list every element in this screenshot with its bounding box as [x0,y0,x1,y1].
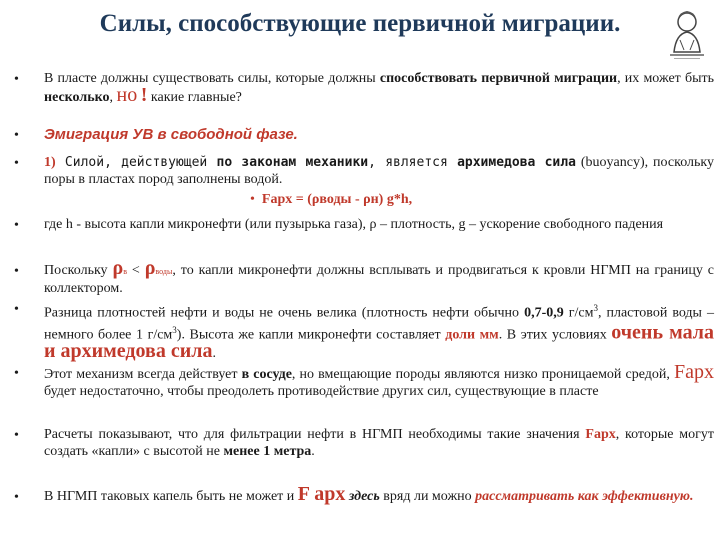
university-logo [660,4,714,60]
bullet-marker: • [250,192,255,207]
bullet-marker: • [14,490,19,505]
bullet-marker: • [14,72,19,87]
bullet-9-text: В НГМП таковых капель быть не может и F арх здесь вряд ли можно рассматривать как эффективную. [44,483,694,505]
bullet-marker: • [14,366,19,381]
bullet-marker: • [14,128,19,143]
bullet-1-text: В пласте должны существовать силы, которые должны способствовать первичной миграции, их может быть несколько, но ! какие главные? [44,71,714,106]
bullet-3-text: 1) Силой, действующей по законам механики, является архимедова сила (buoyancy), поскольку поры в пластах пород заполнены водой. [44,155,714,187]
bullet-marker: • [14,218,19,233]
archimedes-formula: • Fарх = (ρводы - ρн) g*h, [250,192,413,207]
bullet-marker: • [14,302,19,317]
bullet-2-text: Эмиграция УВ в свободной фазе. [44,126,298,143]
bullet-8-text: Расчеты показывают, что для фильтрации нефти в НГМП необходимы такие значения Fарх, которые могут создать «капли» с высотой не менее 1 метра. [44,427,714,459]
bullet-marker: • [14,156,19,171]
page-title: Силы, способствующие первичной миграции. [99,10,621,37]
bullet-5-text: Поскольку ρв < ρводы, то капли микронефти должны всплывать и продвигаться к кровли НГМП на границу с коллектором. [44,257,714,296]
bullet-marker: • [14,264,19,279]
bullet-6-text: Разница плотностей нефти и воды не очень велика (плотность нефти обычно 0,7-0,9 $г/см^3$, пластовой воды – немного более 1 $г/см^3$). Высота же капли микронефти составляет доли мм. В этих условиях очень мала и архимедова сила. [44,303,714,363]
bullet-7-text: Этот механизм всегда действует в сосуде, но вмещающие породы являются низко проницаемой средой, Fарх будет недостаточно, чтобы преодолеть противодействие других сил, существующие в пласте [44,361,715,399]
bullet-marker: • [14,428,19,443]
bullet-4-text: где h - высота капли микронефти (или пузырька газа), ρ – плотность, g – ускорение свободного падения [44,217,664,232]
